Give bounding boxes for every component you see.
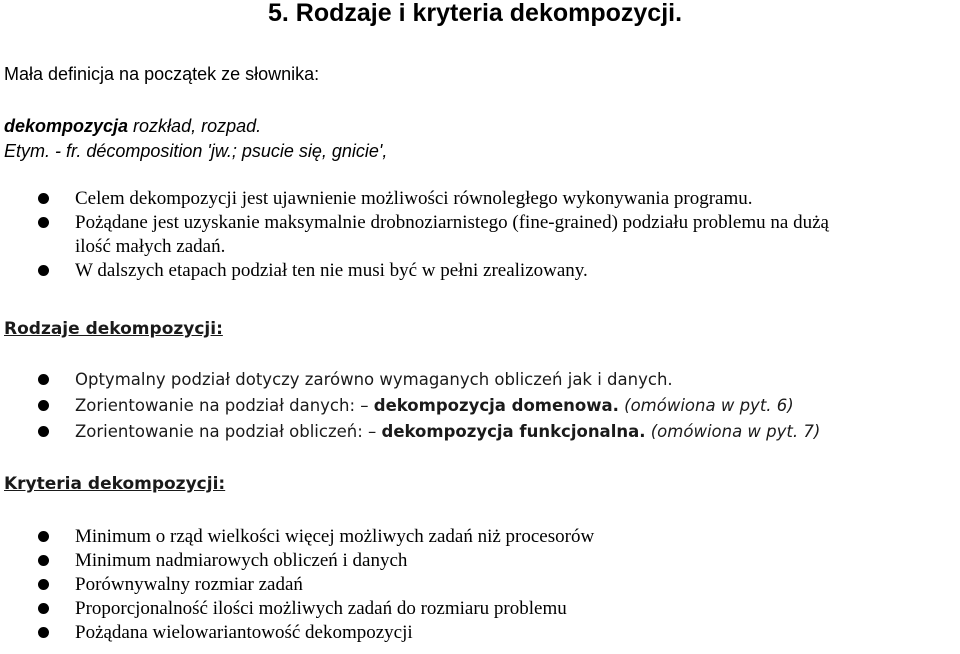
bullet-icon [38, 374, 49, 385]
list-item-note: (omówiona w pyt. 6) [618, 396, 794, 415]
bullet-icon [38, 265, 49, 276]
bullet-icon [38, 579, 49, 590]
list-item-text: Porównywalny rozmiar zadań [75, 574, 303, 595]
criteria-list [0, 525, 594, 645]
list-item [0, 393, 820, 419]
list-item-text: Zorientowanie na podział obliczeń: – [75, 422, 382, 441]
list-item-text: Zorientowanie na podział danych: – [75, 396, 374, 415]
list-item [0, 621, 594, 645]
etymology-text: Etym. - fr. décomposition 'jw.; psucie się, gnicie', [4, 141, 388, 161]
list-item [0, 187, 829, 211]
bullet-icon [38, 603, 49, 614]
etymology-line [4, 140, 387, 162]
bullet-icon [38, 555, 49, 566]
list-item-text: Proporcjonalność ilości możliwych zadań do rozmiaru problemu [75, 598, 567, 619]
list-item-bold: dekompozycja domenowa. [373, 396, 619, 415]
criteria-heading: Kryteria dekompozycji: [4, 474, 226, 494]
list-item-text: Optymalny podział dotyczy zarówno wymaganych obliczeń jak i danych. [75, 370, 673, 389]
list-item-text: Pożądane jest uzyskanie maksymalnie drobnoziarnistego (fine-grained) podziału problemu na dużą [75, 212, 829, 233]
list-item-text: W dalszych etapach podział ten nie musi być w pełni zrealizowany. [75, 260, 588, 281]
bullet-icon [38, 426, 49, 437]
list-item [0, 525, 594, 549]
list-item [0, 573, 594, 597]
bullet-icon [38, 531, 49, 542]
definition-line [4, 115, 261, 137]
list-item [0, 211, 829, 259]
list-item-bold: dekompozycja funkcjonalna. [381, 422, 646, 441]
list-item [0, 419, 820, 445]
types-heading: Rodzaje dekompozycji: [4, 319, 223, 339]
definition-lead: Mała definicja na początek ze słownika: [4, 64, 320, 84]
bullet-icon [38, 627, 49, 638]
list-item [0, 367, 820, 393]
list-item-text: Celem dekompozycji jest ujawnienie możliwości równoległego wykonywania programu. [75, 188, 753, 209]
definition-term: dekompozycja [4, 116, 129, 136]
bullet-icon [38, 217, 49, 228]
list-item [0, 259, 829, 283]
list-item-note: (omówiona w pyt. 7) [645, 422, 821, 441]
types-list [0, 367, 820, 445]
list-item-text: Minimum o rząd wielkości więcej możliwych zadań niż procesorów [75, 526, 595, 547]
list-item-text-continued: ilość małych zadań. [75, 236, 226, 257]
page-title: 5. Rodzaje i kryteria dekompozycji. [268, 0, 683, 27]
bullet-icon [38, 193, 49, 204]
definition-meaning: rozkład, rozpad. [128, 116, 262, 136]
bullet-icon [38, 400, 49, 411]
list-item-text: Pożądana wielowariantowość dekompozycji [75, 622, 413, 643]
goals-list [0, 187, 829, 283]
list-item-text: Minimum nadmiarowych obliczeń i danych [75, 550, 408, 571]
list-item [0, 597, 594, 621]
list-item [0, 549, 594, 573]
